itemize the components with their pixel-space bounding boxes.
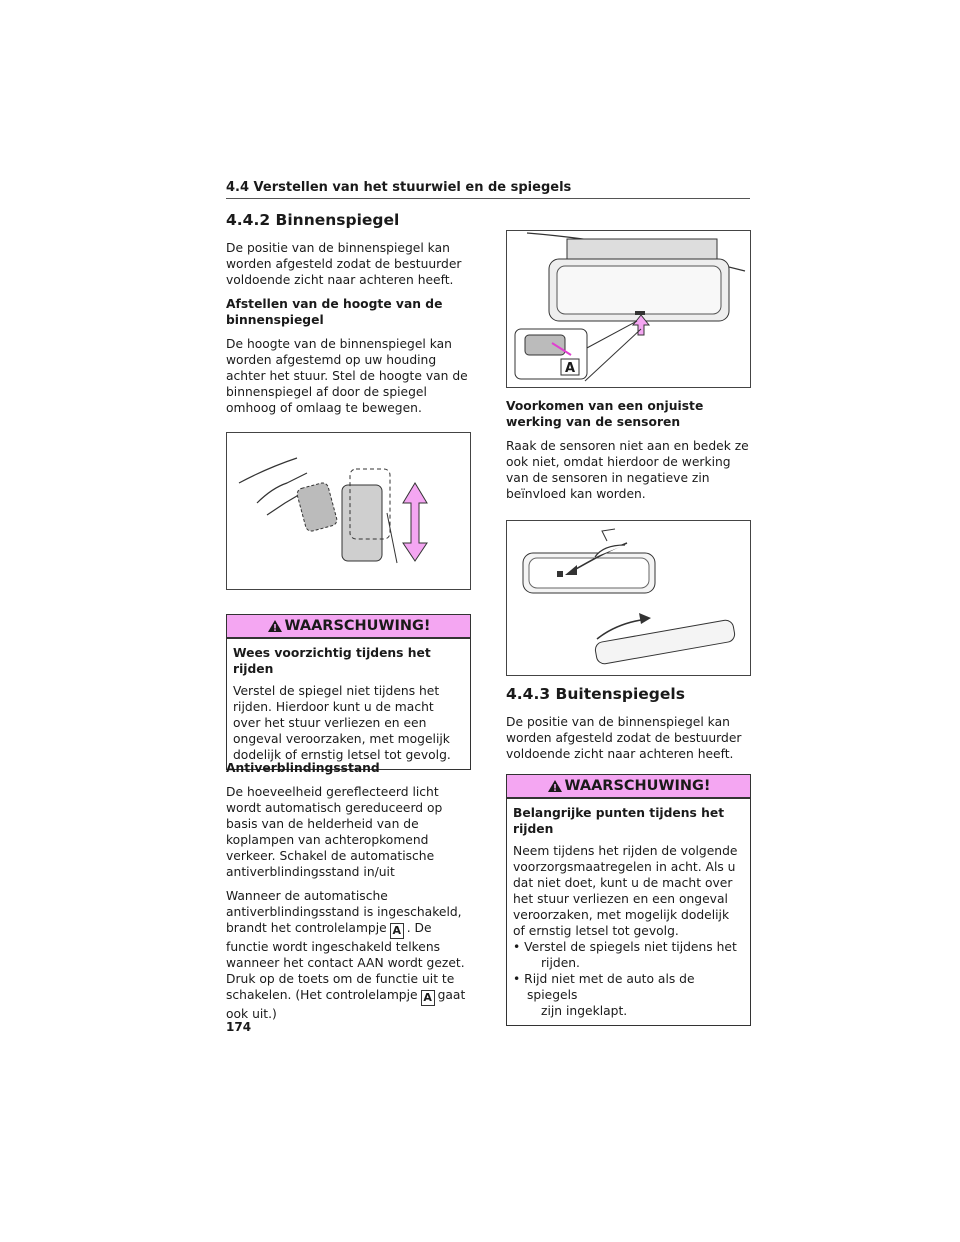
mirror-sensors-illustration	[507, 521, 750, 675]
sensor-title: Voorkomen van een onjuiste werking van de sensoren	[506, 399, 704, 429]
right-column-mid	[506, 684, 751, 770]
section-divider	[226, 198, 750, 199]
warning-box-right	[506, 774, 751, 1026]
auto-antiglare-text: Wanneer de automatische antiverblindingsstand is ingeschakeld, brandt het controlelampje A . De functie wordt ingeschakeld telkens wanneer het contact AAN wordt gezet. Druk op de toets om de functie uit te schakelen. (Het controlelampje A gaat ook uit.)	[226, 889, 466, 1021]
binnenspiegel-intro: De positie van de binnenspiegel kan worden afgesteld zodat de bestuurder voldoende zicht naar achteren heeft.	[226, 241, 462, 287]
right-column-top	[506, 398, 751, 510]
antiglare-title: Antiverblindingsstand	[226, 761, 380, 775]
indicator-key-a: A	[421, 990, 435, 1006]
warning-icon	[547, 779, 563, 793]
heading-binnenspiegel: 4.4.2 Binnenspiegel	[226, 211, 400, 229]
warning-header	[507, 775, 750, 799]
left-column-bottom	[226, 760, 471, 1030]
figure-label-a: A	[565, 361, 576, 376]
height-text: De hoogte van de binnenspiegel kan worden afgestemd op uw houding achter het stuur. Stel de hoogte van de binnenspiegel af door de spiegel omhoog of omlaag te bewegen.	[226, 337, 468, 415]
section-title: 4.4 Verstellen van het stuurwiel en de spiegels	[226, 180, 572, 195]
heading-buitenspiegels: 4.4.3 Buitenspiegels	[506, 685, 685, 703]
warning-label: WAARSCHUWING!	[284, 618, 431, 634]
warning-icon	[267, 619, 283, 633]
figure-mirror-height	[226, 432, 471, 590]
height-title: Afstellen van de hoogte van de binnenspiegel	[226, 297, 443, 327]
page-number: 174	[226, 1020, 252, 1034]
sensor-text: Raak de sensoren niet aan en bedek ze ook niet, omdat hierdoor de werking van de sensoren in negatieve zin beïnvloed kan worden.	[506, 439, 749, 501]
warning-header	[227, 615, 470, 639]
warning-title: Belangrijke punten tijdens het rijden	[513, 806, 725, 836]
mirror-indicator-illustration	[507, 231, 750, 387]
warning-bullet: • Rijd niet met de auto als de spiegels zijn ingeklapt.	[513, 972, 695, 1018]
warning-title: Wees voorzichtig tijdens het rijden	[233, 646, 431, 676]
buitenspiegels-intro: De positie van de binnenspiegel kan worden afgesteld zodat de bestuurder voldoende zicht naar achteren heeft.	[506, 715, 742, 761]
figure-mirror-sensors	[506, 520, 751, 676]
warning-text: Verstel de spiegel niet tijdens het rijden. Hierdoor kunt u de macht over het stuur verliezen en een ongeval veroorzaken, met mogelijk dodelijk of ernstig letsel tot gevolg.	[233, 684, 451, 762]
warning-bullet: • Verstel de spiegels niet tijdens het rijden.	[513, 940, 737, 970]
mirror-height-illustration	[227, 433, 470, 589]
warning-text: Neem tijdens het rijden de volgende voorzorgsmaatregelen in acht. Als u dat niet doet, kunt u de macht over het stuur verliezen en een ongeval veroorzaken, met mogelijk dodelijk of ernstig letsel tot gevolg.	[513, 844, 738, 938]
warning-box-left	[226, 614, 471, 770]
left-column-top	[226, 210, 471, 424]
antiglare-text: De hoeveelheid gereflecteerd licht wordt automatisch gereduceerd op basis van de helderheid van de koplampen van achteropkomend verkeer. Schakel de automatische antiverblindingsstand in/uit	[226, 785, 443, 879]
figure-mirror-indicator	[506, 230, 751, 388]
warning-label: WAARSCHUWING!	[564, 778, 711, 794]
indicator-key-a: A	[390, 923, 404, 939]
